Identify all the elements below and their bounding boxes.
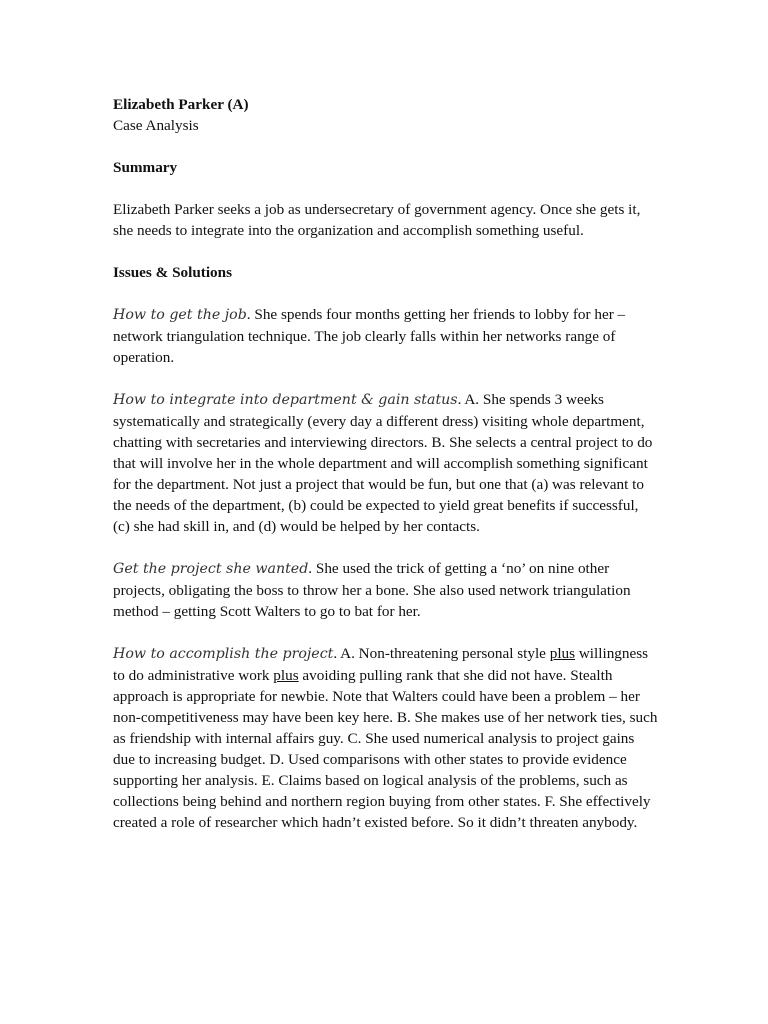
issue-text: . She spends four months getting her friends to lobby for her – network triangulation technique. The job clearly falls within her networks range of operation. [113,306,626,366]
underlined-plus: plus [273,667,299,684]
title-name: Elizabeth Parker [113,96,224,113]
issue-lead: How to accomplish the project [113,646,334,662]
issue-text: willingness to do administrative work [113,645,649,684]
issue-text: avoiding pulling rank that she did not have. Stealth approach is appropriate for newbie. Note that Walters could have been a problem – her non-competitiveness may have been key here. B. She makes use of her network ties, such as friendship with internal affairs guy. C. She used numerical analysis to project gains due to increasing budget. D. Used comparisons with other states to provide evidence supporting her analysis. E. Claims based on logical analysis of the problems, such as collections being behind and northern region buying from other states. F. She effectively created a role of researcher which hadn’t existed before. So it didn’t threaten anybody. [113,667,658,831]
document-title [113,94,658,115]
issue-lead: How to get the job [113,307,247,323]
document-subtitle: Case Analysis [113,117,199,134]
underlined-plus: plus [549,645,576,662]
title-suffix: (A) [223,96,249,113]
issue-paragraph-get-job [113,304,658,368]
summary-paragraph: Elizabeth Parker seeks a job as undersecretary of government agency. Once she gets it, she needs to integrate into the organization and accomplish something useful. [113,201,641,239]
issue-text: . A. She spends 3 weeks systematically and strategically (every day a different dress) visiting whole department, chatting with secretaries and interviewing directors. B. She selects a central project to do that will involve her in the whole department and will accomplish something significant for the department. Not just a project that would be fun, but one that (a) was relevant to the needs of the department, (b) could be expected to yield great benefits if successful, (c) she had skill in, and (d) would be helped by her contacts. [113,391,653,535]
issue-lead: Get the project she wanted [113,561,309,577]
issue-paragraph-get-project [113,558,658,622]
issues-heading: Issues & Solutions [113,264,233,281]
issue-paragraph-accomplish [113,643,658,833]
summary-heading: Summary [113,159,178,176]
document-body [113,94,658,833]
issue-text: . A. Non-threatening personal style [333,645,550,662]
issue-paragraph-integrate [113,389,658,537]
issue-lead: How to integrate into department & gain status [113,392,458,408]
issue-text: . She used the trick of getting a ‘no’ on nine other projects, obligating the boss to throw her a bone. She also used network triangulation method – getting Scott Walters to go to bat for her. [113,560,631,620]
